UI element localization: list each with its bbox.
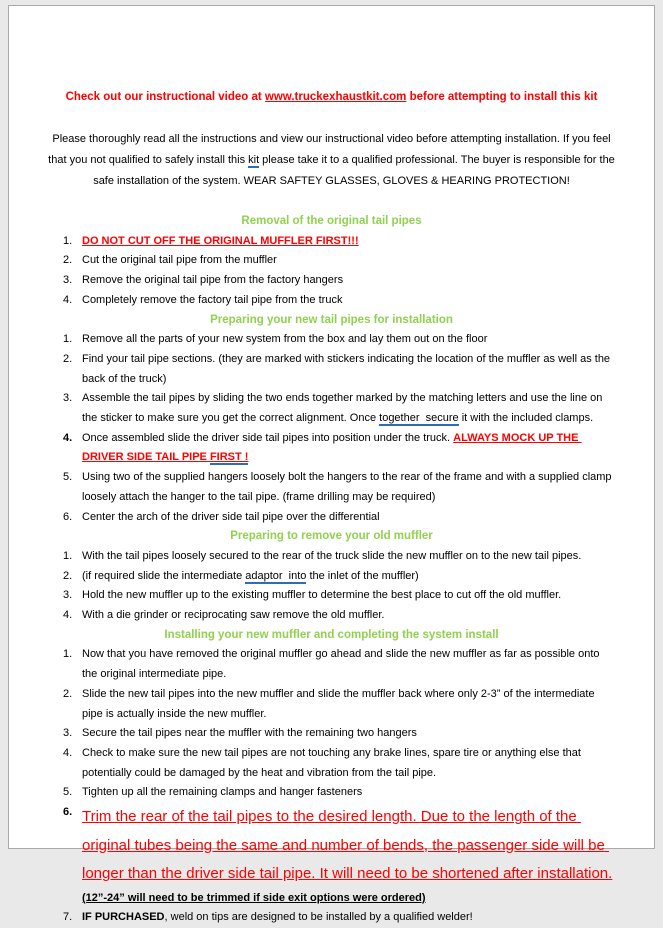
list-item — [63, 724, 615, 744]
item-text — [82, 908, 615, 928]
text-segment: Slide the new tail pipes into the new muffler and slide the muffler back where only 2-3” of the intermediate pipe is actually inside the new muffler. — [82, 687, 598, 720]
item-text — [82, 330, 615, 350]
text-segment: Remove the original tail pipe from the factory hangers — [82, 274, 344, 287]
item-text — [82, 586, 615, 606]
item-text — [82, 350, 615, 389]
item-number: 3. — [63, 727, 73, 740]
text-segment: Using two of the supplied hangers loosely bolt the hangers to the rear of the frame and with a supplied clamp loosely attach the hanger to the tail pipe. (frame drilling may be required) — [82, 471, 615, 503]
text-segment: Tighten up all the remaining clamps and hanger fasteners — [82, 786, 363, 799]
text-segment: Hold the new muffler up to the existing muffler to determine the best place to cut off the old muffler. — [82, 589, 562, 602]
text-segment: Remove all the parts of your new system from the box and lay them out on the floor — [82, 333, 488, 346]
numbered-list — [63, 330, 615, 527]
list-item — [63, 645, 615, 684]
item-text — [82, 744, 615, 783]
grammar-flagged-phrase: together secure — [379, 412, 459, 425]
text-segment: With the tail pipes loosely secured to the rear of the truck slide the new muffler on to the new tail pipes. — [82, 549, 582, 562]
grammar-flagged-word: kit — [248, 154, 260, 166]
list-item — [63, 586, 615, 606]
list-item — [63, 330, 615, 350]
item-number: 3. — [63, 392, 73, 405]
header-text: Check out our instructional video at — [65, 91, 265, 103]
item-text — [82, 271, 615, 291]
text-segment: DO NOT CUT OFF THE ORIGINAL MUFFLER FIRST!!! — [82, 234, 359, 247]
item-number: 4. — [63, 746, 73, 759]
text-segment: Cut the original tail pipe from the muffler — [82, 254, 277, 267]
item-number: 1. — [63, 648, 73, 661]
header-text: before attempting to install this kit — [406, 91, 598, 103]
list-item — [63, 908, 615, 928]
text-segment: Center the arch of the driver side tail pipe over the differential — [82, 510, 380, 523]
intro-text: please take it to a qualified professional. The buyer is responsible for the safe installation of the system. WEAR SAFTEY GLASSES, GLOVES & HEARING PROTECTION! — [93, 154, 618, 187]
numbered-list — [63, 547, 615, 626]
text-segment: ALWAYS MOCK UP THE DRIVER SIDE TAIL PIPE — [82, 431, 582, 464]
item-number: 5. — [63, 471, 73, 484]
section-heading: Installing your new muffler and completing the system install — [164, 628, 499, 641]
text-segment: Check to make sure the new tail pipes are not touching any brake lines, spare tire or anything else that potentially could be damaged by the heat and vibration from the tail pipe. — [82, 746, 585, 779]
item-text — [82, 606, 615, 626]
item-number: 1. — [63, 549, 73, 562]
text-segment: (if required slide the intermediate — [82, 569, 246, 582]
item-text — [82, 567, 615, 587]
item-text — [82, 508, 615, 528]
text-segment: it with the included clamps. — [458, 412, 594, 425]
list-item — [63, 508, 615, 528]
text-segment: Trim the rear of the tail pipes to the desired length. Due to the length of the original tubes being the same and number of bends, the passenger side will be longer than the driver side tail pipe. It will need to be shortened after installation. — [82, 808, 613, 883]
document-page — [8, 5, 655, 924]
list-item — [63, 389, 615, 428]
section-heading: Preparing your new tail pipes for installation — [210, 313, 453, 326]
text-segment: Find your tail pipe sections. (they are marked with stickers indicating the location of the muffler as well as the back of the truck) — [82, 352, 614, 385]
item-number: 2. — [63, 254, 73, 267]
item-number: 6. — [63, 510, 73, 523]
item-text — [82, 724, 615, 744]
list-item — [63, 606, 615, 626]
list-item — [63, 350, 615, 389]
item-number: 5. — [63, 786, 73, 799]
numbered-list — [63, 232, 615, 311]
website-link[interactable]: www.truckexhaustkit.com — [264, 91, 407, 103]
item-number: 4. — [63, 293, 73, 306]
list-item — [63, 232, 615, 252]
list-item — [63, 567, 615, 587]
list-item — [63, 744, 615, 783]
item-text — [82, 232, 615, 252]
grammar-flagged-phrase: adaptor into — [245, 569, 307, 582]
text-segment: the inlet of the muffler) — [306, 569, 419, 582]
list-item — [63, 685, 615, 724]
item-text — [82, 803, 615, 908]
item-number: 2. — [63, 569, 73, 582]
list-item — [63, 547, 615, 567]
list-item — [63, 291, 615, 311]
text-segment: (12”-24” will need to be trimmed if side exit options were ordered) — [82, 891, 426, 904]
item-number: 6. — [63, 806, 73, 819]
item-text — [82, 429, 615, 468]
text-segment: With a die grinder or reciprocating saw remove the old muffler. — [82, 609, 385, 622]
section-heading: Removal of the original tail pipes — [241, 215, 422, 227]
list-item — [63, 251, 615, 271]
numbered-list — [63, 645, 615, 928]
item-number: 2. — [63, 352, 73, 365]
item-number: 1. — [63, 333, 73, 346]
item-number: 2. — [63, 687, 73, 700]
text-segment: Once assembled slide the driver side tail pipes into position under the truck. — [82, 431, 454, 444]
item-text — [82, 685, 615, 724]
sections-container — [48, 212, 615, 928]
list-item — [63, 783, 615, 803]
text-segment: Secure the tail pipes near the muffler with the remaining two hangers — [82, 727, 417, 740]
text-segment: , weld on tips are designed to be installed by a qualified welder! — [164, 911, 473, 924]
item-text — [82, 783, 615, 803]
text-segment: Completely remove the factory tail pipe from the truck — [82, 293, 343, 306]
text-segment: IF PURCHASED — [82, 911, 165, 924]
item-number: 4. — [63, 609, 73, 622]
list-item — [63, 429, 615, 468]
item-number: 7. — [63, 911, 73, 924]
item-number: 3. — [63, 589, 73, 602]
text-segment — [612, 869, 615, 881]
grammar-flagged-phrase: FIRST ! — [209, 451, 249, 464]
intro-paragraph — [48, 129, 618, 192]
item-text — [82, 389, 615, 428]
header-notice — [48, 90, 615, 105]
text-segment: Now that you have removed the original muffler go ahead and slide the new muffler as far as possible onto the original intermediate pipe. — [82, 648, 603, 681]
item-text — [82, 547, 615, 567]
intro-text: Please thoroughly read all the instructions and view our instructional video before attempting installation. If you feel that you not qualified to safely install this — [48, 133, 614, 166]
item-text — [82, 291, 615, 311]
item-text — [82, 468, 615, 507]
section-heading: Preparing to remove your old muffler — [230, 530, 433, 543]
item-text — [82, 251, 615, 271]
list-item — [63, 271, 615, 291]
text-segment: Assemble the tail pipes by sliding the two ends together marked by the matching letters and use the line on the sticker to make sure you get the correct alignment. Once — [82, 392, 606, 425]
item-number: 1. — [63, 234, 73, 247]
list-item — [63, 803, 615, 908]
item-text — [82, 645, 615, 684]
item-number: 3. — [63, 274, 73, 287]
item-number: 4. — [63, 431, 73, 444]
list-item — [63, 468, 615, 507]
